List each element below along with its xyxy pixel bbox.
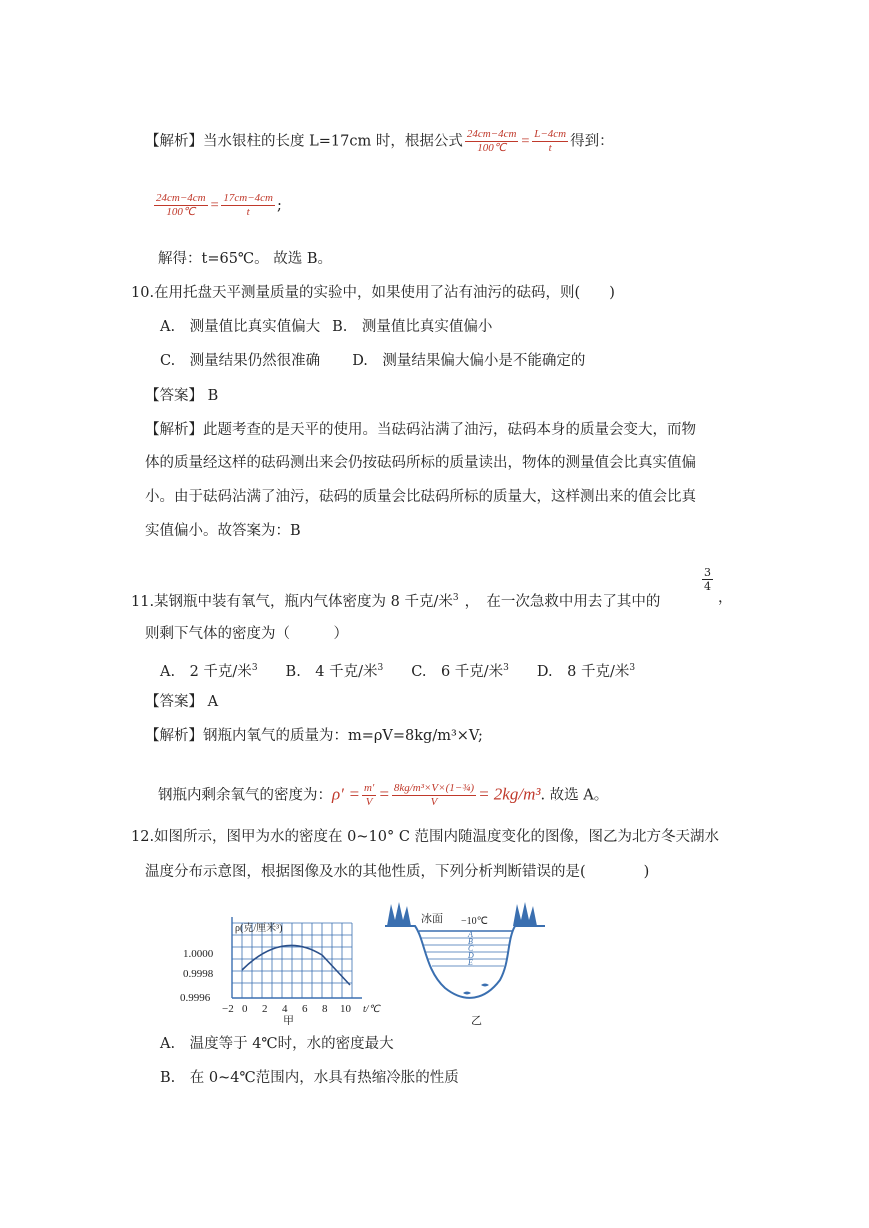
ytick-1: 1.0000	[183, 948, 214, 960]
q9-analysis-prefix: 【解析】当水银柱的长度 L=17cm 时，根据公式	[145, 133, 463, 150]
xtick: 8	[322, 1003, 328, 1015]
q11-option-d: D. 8 千克/米$^3$	[536, 663, 636, 680]
figure-b-caption: 乙	[471, 1015, 482, 1027]
q10-option-d: D. 测量结果偏大偏小是不能确定的	[352, 353, 586, 369]
figure-lake-diagram	[385, 900, 550, 1030]
q9-formula1-right: $\frac{L-4cm}{t}$	[534, 128, 567, 154]
density-curve	[242, 945, 350, 985]
xtick: −2	[222, 1003, 234, 1015]
q10-answer: 【答案】 B	[145, 388, 219, 404]
q11-stem-comma: ，	[718, 590, 733, 606]
q12-stem-line1: 12.如图所示，图甲为水的密度在 0~10° C 范围内随温度变化的图像，图乙为北方冬天湖水	[131, 829, 720, 845]
q10-options-cd	[160, 351, 585, 371]
temperature-label: −10℃	[461, 916, 488, 927]
q11-option-b: B. 4 千克/米$^3$	[285, 663, 384, 680]
layer-label: A	[468, 930, 473, 939]
q11-analysis-2: 钢瓶内剩余氧气的密度为：ρ′ = $\frac{m'}{V}$ = $\frac{\text{8kg/m³×V×(1−¾)}}{V}$ = 2kg/m³. 故选 A。	[158, 782, 609, 808]
xtick: 2	[262, 1003, 268, 1015]
q9-solution: 解得：t=65℃。 故选 B。	[158, 251, 333, 267]
q12-option-b: B. 在 0~4℃范围内，水具有热缩冷胀的性质	[160, 1070, 459, 1086]
q11-option-a: A. 2 千克/米$^3$	[160, 663, 258, 680]
figure-density-graph	[180, 915, 395, 1025]
density-ylabel: ρ(克/厘米³)	[235, 923, 283, 934]
q10-analysis-2: 体的质量经这样的砝码测出来会仍按砝码所标的质量读出，物体的测量值会比真实值偏	[145, 455, 696, 471]
layer-label: B	[468, 937, 473, 946]
density-grid	[232, 923, 352, 998]
q10-stem: 10.在用托盘天平测量质量的实验中，如果使用了沾有油污的砝码，则( )	[131, 285, 615, 301]
layer-label: D	[468, 951, 474, 960]
layer-label: C	[468, 944, 474, 953]
figure-a-caption: 甲	[283, 1015, 294, 1025]
q9-formula1-left: $\frac{24cm-4cm}{100℃}$	[466, 128, 517, 154]
q11-options	[160, 658, 635, 682]
q9-analysis-line: 【解析】当水银柱的长度 L=17cm 时，根据公式 $\frac{24cm-4cm}{100℃}$ = $\frac{L-4cm}{t}$ 得到：	[145, 128, 614, 154]
q10-option-c: C. 测量结果仍然很准确	[160, 353, 321, 369]
density-xlabel: t/℃	[363, 1004, 380, 1015]
q11-analysis-1: 【解析】钢瓶内氧气的质量为：m=ρV=8kg/m³×V;	[145, 728, 483, 744]
xtick: 10	[340, 1003, 351, 1015]
tree-icon-right	[513, 902, 537, 926]
q10-option-a: A. 测量值比真实值偏大	[160, 319, 321, 335]
lake-outline	[385, 926, 545, 998]
q12-option-a: A. 温度等于 4℃时，水的密度最大	[160, 1036, 394, 1052]
q11-fraction: $\frac{3}{4}$	[704, 566, 711, 593]
q10-analysis-3: 小。由于砝码沾满了油污，砝码的质量会比砝码所标的质量大，这样测出来的值会比真	[145, 489, 696, 505]
xtick: 4	[282, 1003, 288, 1015]
tree-icon-left	[387, 902, 411, 926]
ice-label: 冰面	[421, 913, 443, 925]
q10-analysis-1: 【解析】此题考查的是天平的使用。当砝码沾满了油污，砝码本身的质量会变大，而物	[145, 422, 696, 438]
q10-analysis-4: 实值偏小。故答案为：B	[145, 523, 301, 539]
xtick: 6	[302, 1003, 308, 1015]
q11-answer: 【答案】 A	[145, 694, 219, 710]
q10-option-b: B. 测量值比真实值偏小	[332, 319, 493, 335]
xtick: 0	[242, 1003, 248, 1015]
ytick-2: 0.9998	[183, 968, 214, 980]
layer-label: E	[468, 958, 473, 967]
q12-stem-line2: 温度分布示意图，根据图像及水的其他性质，下列分析判断错误的是( )	[145, 864, 650, 880]
q11-stem-line2: 则剩下气体的密度为（ ）	[145, 626, 348, 642]
q11-stem-line1: 11.某钢瓶中装有氧气，瓶内气体密度为 8 千克/米$^3$ ， 在一次急救中用去了其中的	[131, 593, 661, 610]
ytick-3: 0.9996	[180, 992, 211, 1004]
q9-formula2: $\frac{24cm-4cm}{100℃}$ = $\frac{17cm-4cm}{t}$ ;	[156, 192, 282, 218]
q11-option-c: C. 6 千克/米$^3$	[411, 663, 509, 680]
q10-options-ab	[160, 317, 492, 337]
